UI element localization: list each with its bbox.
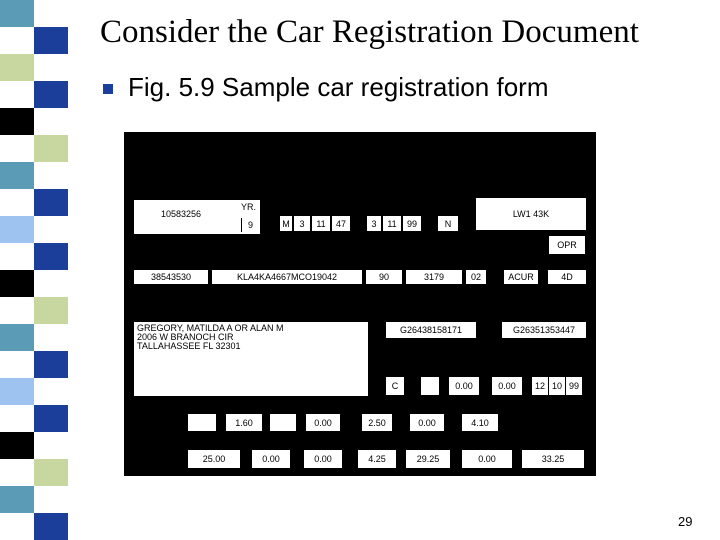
owner-city: TALLAHASSEE FL 32301 [137, 341, 241, 351]
stripe-block [0, 486, 34, 513]
stripe-block [0, 432, 34, 459]
stripe-block [34, 81, 68, 108]
stripe-block [0, 0, 34, 27]
vin-number: KLA4KA4667MCO19042 [212, 270, 362, 284]
plate-number: LW1 43K [476, 198, 586, 230]
status-code: N [438, 216, 458, 231]
page-number: 29 [678, 514, 693, 529]
fee-value: 4.10 [462, 414, 498, 431]
total-value: 0.00 [252, 450, 290, 468]
field-02: 02 [466, 270, 486, 284]
stripe-block [34, 405, 68, 432]
fee-value: 1.60 [226, 414, 262, 431]
slide-title: Consider the Car Registration Document [100, 14, 639, 50]
class-code: C [386, 377, 404, 395]
field-90: 90 [366, 270, 402, 284]
blank-box [421, 377, 439, 395]
exp-year: 99 [403, 216, 421, 231]
stripe-block [34, 243, 68, 270]
fee-box-blank-1 [188, 414, 216, 431]
owner-street: 2006 W BRANOCH CIR [137, 332, 234, 342]
exp-day: 11 [383, 216, 401, 231]
stripe-block [34, 351, 68, 378]
date-day: 10 [549, 377, 565, 395]
title-number: 10583256 [136, 204, 226, 224]
owner-name: GREGORY, MATILDA A OR ALAN M [137, 323, 284, 333]
bullet-text: Fig. 5.9 Sample car registration form [128, 72, 549, 102]
exp-month: 3 [367, 216, 381, 231]
stripe-block [34, 135, 68, 162]
opr-label: OPR [549, 236, 585, 254]
yr-label: YR. [241, 202, 259, 214]
stripe-block [34, 297, 68, 324]
decorative-stripes [0, 0, 68, 540]
fee-value: 2.50 [362, 414, 392, 431]
dob-month: 3 [294, 216, 310, 231]
owner-address-box [134, 322, 368, 396]
total-value: 4.25 [358, 450, 396, 468]
total-value: 0.00 [304, 450, 342, 468]
stripe-block [0, 108, 34, 135]
stripe-block [34, 459, 68, 486]
stripe-block [34, 27, 68, 54]
fee-value: 0.00 [306, 414, 340, 431]
total-value: 0.00 [462, 450, 512, 468]
id-number-1: G26438158171 [386, 322, 476, 338]
date-month: 12 [532, 377, 548, 395]
body-type: 4D [548, 270, 586, 284]
sex-code: M [280, 216, 292, 231]
vehicle-make: ACUR [504, 270, 538, 284]
field-38543530: 38543530 [134, 270, 208, 284]
stripe-block [34, 513, 68, 540]
fee-box-blank-2 [270, 414, 296, 431]
dob-day: 11 [312, 216, 330, 231]
yr-value: 9 [241, 218, 259, 232]
date-year: 99 [566, 377, 582, 395]
stripe-block [0, 324, 34, 351]
stripe-block [0, 162, 34, 189]
fee-value: 0.00 [410, 414, 444, 431]
stripe-block [0, 378, 34, 405]
total-value: 25.00 [188, 450, 240, 468]
car-registration-form [124, 132, 596, 476]
total-value: 29.25 [406, 450, 450, 468]
dob-year: 47 [332, 216, 350, 231]
stripe-block [34, 189, 68, 216]
stripe-block [0, 270, 34, 297]
total-value: 33.25 [522, 450, 584, 468]
amount-2: 0.00 [492, 377, 522, 395]
field-3179: 3179 [406, 270, 462, 284]
id-number-2: G26351353447 [502, 322, 586, 338]
stripe-block [0, 54, 34, 81]
amount-1: 0.00 [449, 377, 479, 395]
stripe-block [0, 216, 34, 243]
square-bullet-icon [103, 84, 113, 94]
